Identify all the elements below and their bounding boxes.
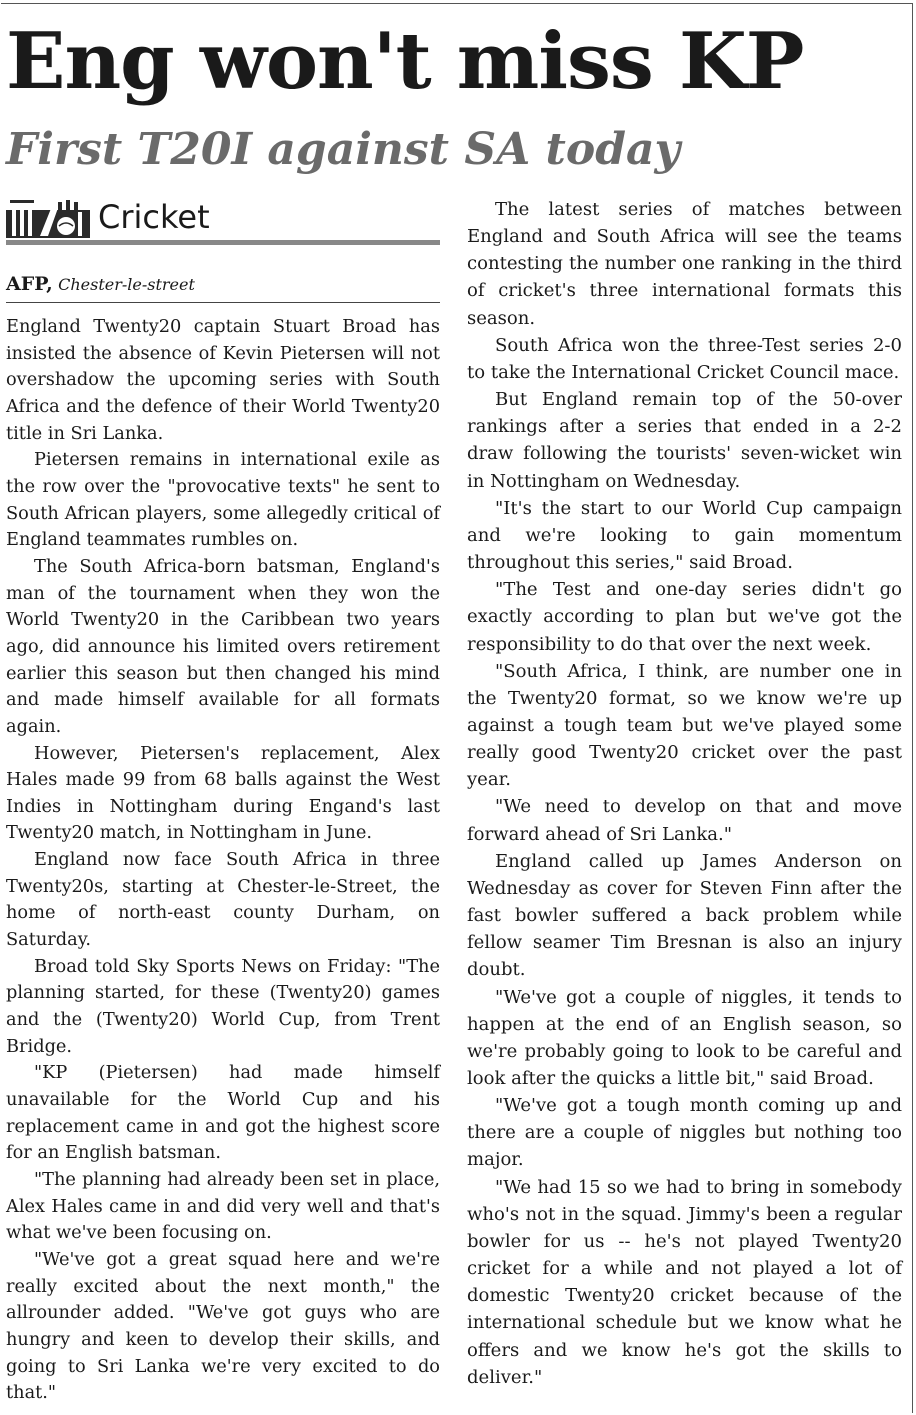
paragraph: "KP (Pietersen) had made himself unavailable for the World Cup and his replacement came in and got the highest score for an English batsman. (6, 1063, 440, 1164)
paragraph: England now face South Africa in three Twenty20s, starting at Chester-le-Street, the home of north-east county Durham, on Saturday. (6, 850, 440, 951)
paragraph: South Africa won the three-Test series 2-0 to take the International Cricket Council mace. (467, 334, 902, 383)
paragraph: But England remain top of the 50-over rankings after a series that ended in a 2-2 draw following the tourists' seven-wicket win in Nottingham on Wednesday. (467, 389, 902, 492)
paragraph: "We had 15 so we had to bring in somebody who's not in the squad. Jimmy's been a regular bowler for us -- he's not played Twenty20 cricket for a while and not played a lot of domestic Twenty20 cricket because of the international schedule but we know what he offers and we know he's got the skills to deliver." (467, 1176, 902, 1388)
paragraph: "South Africa, I think, are number one in the Twenty20 format, so we know we're up against a tough team but we've played some really good Twenty20 cricket over the past year. (467, 660, 902, 791)
paragraph: "The Test and one-day series didn't go exactly according to plan but we've got the responsibility to do that over the next week. (467, 579, 902, 655)
paragraph: "We've got a great squad here and we're really excited about the next month," the allrounder added. "We've got guys who are hungry and keen to develop their skills, and going to Sri Lanka we're very excited to do that." (6, 1249, 440, 1404)
byline-rule (6, 302, 440, 303)
paragraph: The latest series of matches between England and South Africa will see the teams contesting the number one ranking in the third of cricket's three international formats this season. (467, 199, 902, 329)
paragraph: "We've got a couple of niggles, it tends to happen at the end of an English season, so we're probably going to look to be careful and look after the quicks a little bit," said Broad. (467, 986, 902, 1089)
paragraph: England Twenty20 captain Stuart Broad has insisted the absence of Kevin Pietersen will not overshadow the upcoming series with South Africa and the defence of their World Twenty20 title in Sri Lanka. (6, 317, 440, 444)
section-rule (6, 240, 440, 245)
paragraph: England called up James Anderson on Wednesday as cover for Steven Finn after the fast bowler suffered a back problem while fellow seamer Tim Bresnan is also an injury doubt. (467, 850, 902, 981)
paragraph: The South Africa-born batsman, England's man of the tournament when they won the World Twenty20 in the Caribbean two years ago, did announce his limited overs retirement earlier this season but then changed his mind and made himself available for all formats again. (6, 556, 440, 737)
cricket-icon (6, 198, 90, 238)
paragraph: "The planning had already been set in place, Alex Hales came in and did very well and that's what we've been focusing on. (6, 1170, 440, 1244)
section-label (6, 194, 440, 246)
subheadline: First T20I against SA today (6, 124, 681, 175)
headline: Eng won't miss KP (6, 16, 804, 107)
paragraph: Pietersen remains in international exile as the row over the "provocative texts" he sent to South African players, some allegedly critical of England teammates rumbles on. (6, 450, 440, 551)
paragraph: "It's the start to our World Cup campaign and we're looking to gain momentum throughout this series," said Broad. (467, 497, 902, 574)
article-column-2 (467, 196, 902, 1391)
article-column-1 (6, 314, 440, 1407)
section-title: Cricket (98, 198, 210, 236)
byline (6, 270, 440, 299)
byline-agency: AFP, (6, 273, 53, 295)
paragraph: "We need to develop on that and move forward ahead of Sri Lanka." (467, 796, 902, 845)
paragraph: However, Pietersen's replacement, Alex Hales made 99 from 68 balls against the West Indies in Nottingham during Engand's last Twenty20 match, in Nottingham in June. (6, 743, 440, 844)
paragraph: Broad told Sky Sports News on Friday: "The planning started, for these (Twenty20) games and the (Twenty20) World Cup, from Trent Bridge. (6, 956, 440, 1057)
paragraph: "We've got a tough month coming up and there are a couple of niggles but nothing too major. (467, 1095, 902, 1171)
byline-location: Chester-le-street (58, 275, 195, 294)
